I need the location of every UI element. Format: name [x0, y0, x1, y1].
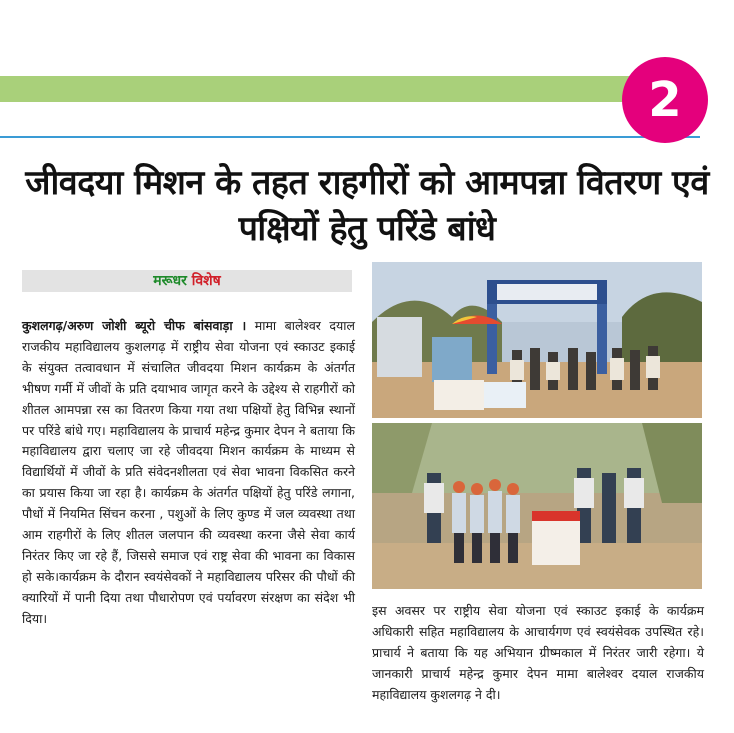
- photo-volunteers-group: [372, 423, 702, 589]
- page-number-badge: 2: [622, 57, 708, 143]
- photo-caption: इस अवसर पर राष्ट्रीय सेवा योजना एवं स्काउट इकाई के कार्यक्रम अधिकारी सहित महाविद्यालय के आचार्यगण एवं स्वयंसेवक उपस्थित रहे। प्राचार्य ने बताया कि यह अभियान ग्रीष्मकाल में निरंतर जारी रहेगा। ये जानकारी प्राचार्य महेन्द्र कुमार देपन मामा बालेश्वर दयाल राजकीय महाविद्यालय कुशलगढ़ ने दी।: [372, 603, 704, 702]
- header-rule: [0, 136, 700, 138]
- body-text: मामा बालेश्वर दयाल राजकीय महाविद्यालय कुशलगढ़ में राष्ट्रीय सेवा योजना एवं स्काउट इकाई के संयुक्त तत्वावधान में संचालित जीवदया मिशन कार्यक्रम के अंतर्गत भीषण गर्मी में जीवों के प्रति दयाभाव जागृत करने के उद्देश्य से राहगीरों को शीतल आमपन्ना रस का वितरण किया गया तथा पक्षियों हेतु विभिन्न स्थानों पर परिंडे बांधे गए। महाविद्यालय के प्राचार्य महेन्द्र कुमार देपन ने बताया कि महाविद्यालय द्वारा चलाए जा रहे जीवदया मिशन कार्यक्रम के माध्यम से विद्यार्थियों में जीवों के प्रति संवेदनशीलता एवं सेवा भावना विकसित करने का प्रयास किया जा रहा है। कार्यक्रम के अंतर्गत पक्षियों हेतु परिंडे लगाना, पौधों में नियमित सिंचन करना , पशुओं के लिए कुण्ड में जल व्यवस्था तथा आम राहगीरों के लिए शीतल जलपान की व्यवस्था करना जैसे सेवा कार्य निरंतर किए जा रहे हैं, जिससे समाज एवं राष्ट्र सेवा की भावना का विकास हो सके।कार्यक्रम के दौरान स्वयंसेवकों ने महाविद्यालय परिसर की पौधों की क्यारियों में पानी दिया तथा पौधारोपण एवं पर्यावरण संरक्षण का संदेश भी दिया।: [22, 318, 355, 626]
- kicker-part1: मरूधर: [153, 273, 187, 289]
- section-kicker: [22, 270, 352, 292]
- headline: जीवदया मिशन के तहत राहगीरों को आमपन्ना वितरण एवं पक्षियों हेतु परिंडे बांधे: [25, 163, 709, 249]
- header-band: [0, 76, 640, 102]
- kicker-part2: विशेष: [191, 273, 221, 289]
- photo-college-gate: [372, 262, 702, 418]
- dateline: कुशलगढ़/अरुण जोशी ब्यूरो चीफ बांसवाड़ा ।: [22, 318, 247, 333]
- article-body: [22, 316, 355, 630]
